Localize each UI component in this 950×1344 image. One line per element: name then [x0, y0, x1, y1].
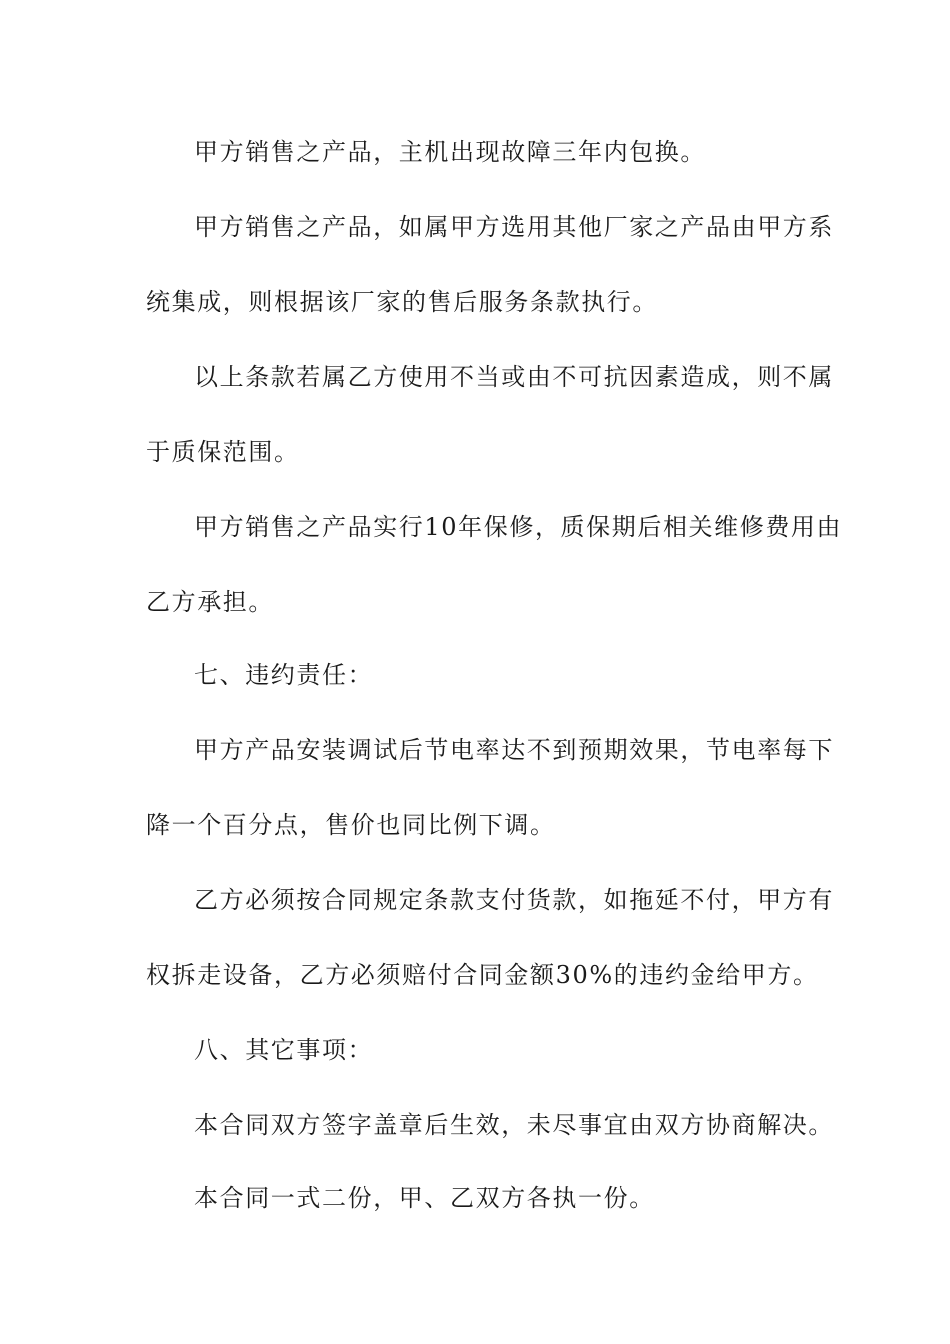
paragraph-savings-rate-line-1: 甲方产品安装调试后节电率达不到预期效果，节电率每下: [194, 736, 834, 764]
paragraph-effective-upon-signing: 本合同双方签字盖章后生效，未尽事宜由双方协商解决。: [194, 1111, 834, 1139]
paragraph-copies: 本合同一式二份，甲、乙双方各执一份。: [194, 1184, 655, 1212]
paragraph-exclusions-line-2: 于质保范围。: [146, 438, 300, 466]
paragraph-exclusions-line-1: 以上条款若属乙方使用不当或由不可抗因素造成，则不属: [194, 363, 834, 391]
paragraph-third-party-products-line-2: 统集成，则根据该厂家的售后服务条款执行。: [146, 288, 658, 316]
section-heading-other-matters: 八、其它事项：: [194, 1036, 374, 1064]
paragraph-payment-default-line-2: 权拆走设备，乙方必须赔付合同金额30%的违约金给甲方。: [146, 961, 819, 989]
paragraph-ten-year-warranty-line-2: 乙方承担。: [146, 588, 274, 616]
paragraph-warranty-replacement: 甲方销售之产品，主机出现故障三年内包换。: [194, 138, 706, 166]
section-heading-liability: 七、违约责任：: [194, 661, 374, 689]
paragraph-third-party-products-line-1: 甲方销售之产品，如属甲方选用其他厂家之产品由甲方系: [194, 213, 834, 241]
paragraph-ten-year-warranty-line-1: 甲方销售之产品实行10年保修，质保期后相关维修费用由: [194, 513, 843, 541]
paragraph-payment-default-line-1: 乙方必须按合同规定条款支付货款，如拖延不付，甲方有: [194, 886, 834, 914]
paragraph-savings-rate-line-2: 降一个百分点，售价也同比例下调。: [146, 811, 556, 839]
